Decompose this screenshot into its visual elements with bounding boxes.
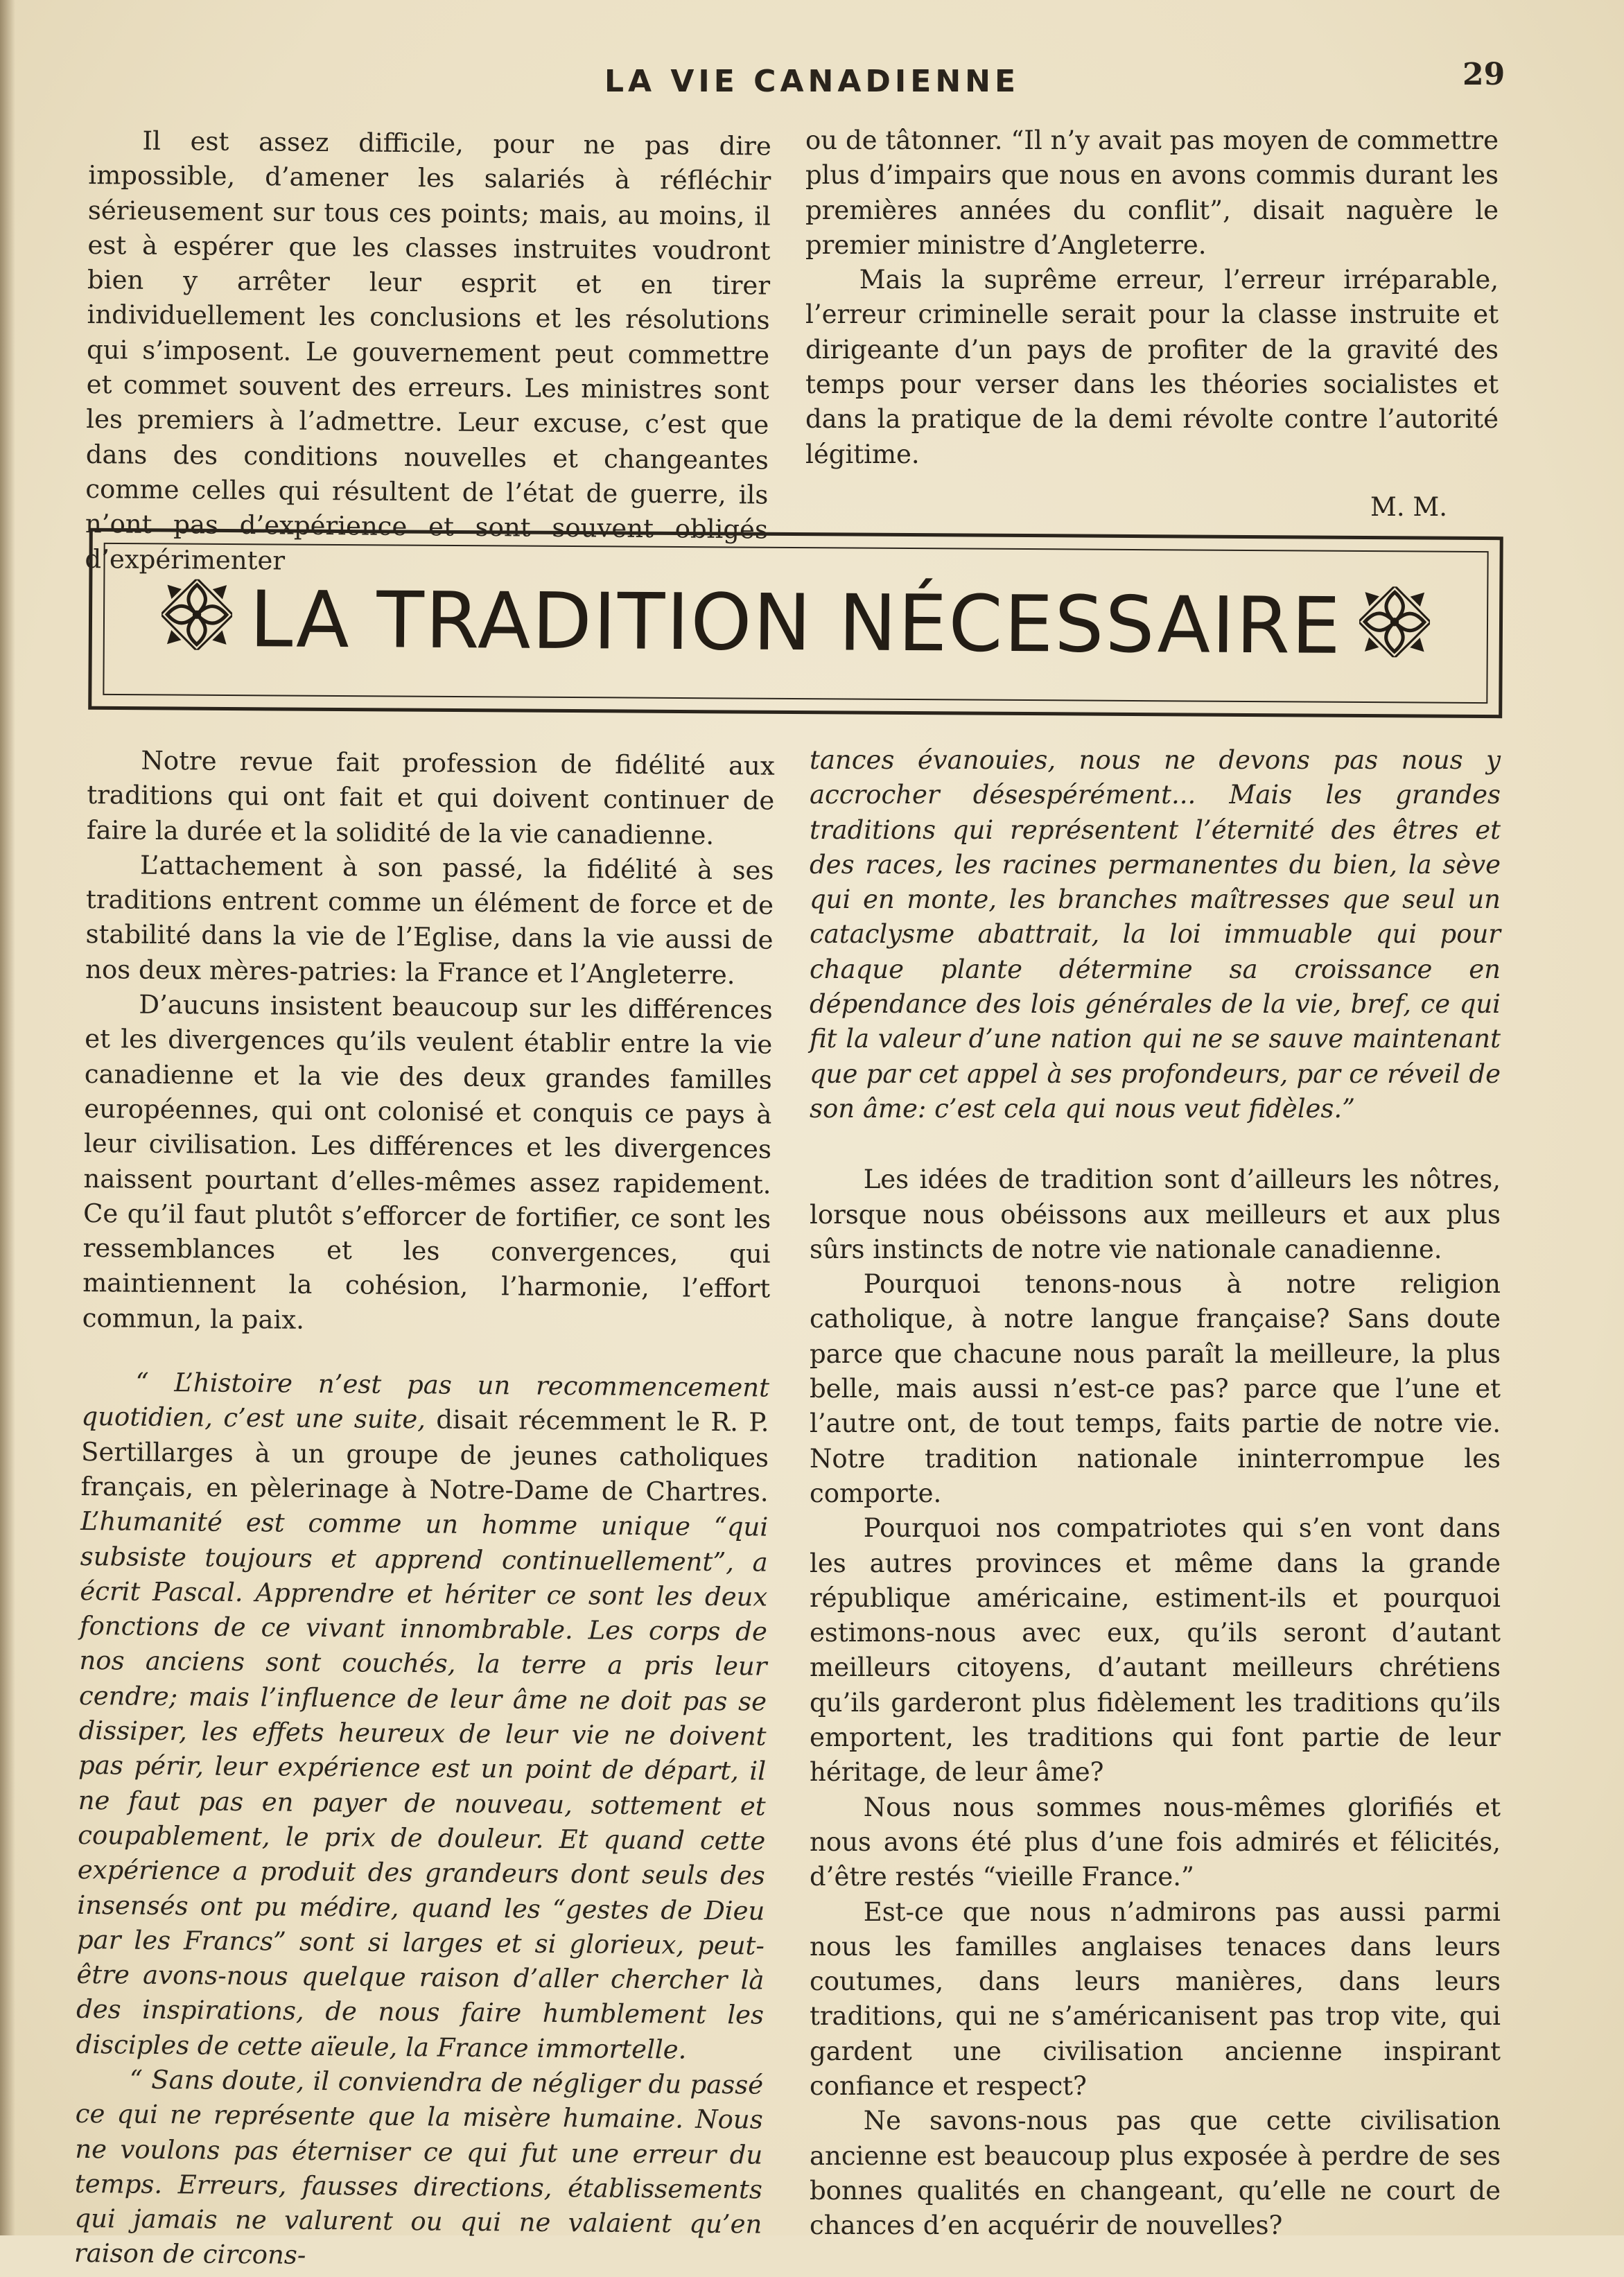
article-title-frame bbox=[88, 528, 1503, 718]
running-title: LA VIE CANADIENNE bbox=[604, 64, 1020, 99]
quote-continuation: tances évanouies, nous ne devons pas nous y accrocher désespérément... Mais les grandes traditions qui représentent l’éternité des êtres et des races, les racines permanentes du bien, la sève qui en monte, les branches maîtresses que seul un cataclysme abattrait, la loi immuable qui pour chaque plante détermine sa croissance en dépendance des lois générales de la vie, bref, ce qui fit la valeur d’une nation qui ne se sauve maintenant que par cet appel à ses profondeurs, par ce réveil de son âme: c’est cela qui nous veut fidèles.” bbox=[810, 745, 1501, 1124]
paragraph: Pourquoi nos compatriotes qui s’en vont dans les autres provinces et même dans la grande république américaine, estiment-ils et pourquoi estimons-nous avec eux, qu’ils seront d’autant meilleurs citoyens, d’autant meilleurs chrétiens qu’ils garderont plus fidèlement les traditions qu’ils emportent, les traditions qui font partie de leur héritage, de leur âme? bbox=[810, 1513, 1501, 1788]
paragraph: Est-ce que nous n’admirons pas aussi parmi nous les familles anglaises tenaces dans leurs coutumes, dans leurs manières, dans leurs traditions, qui ne s’américanisent pas trop vite, qui gardent une civilisation ancienne inspirant confiance et respect? bbox=[810, 1896, 1501, 2101]
previous-article-left-column bbox=[85, 123, 771, 582]
paragraph: Notre revue fait profession de fidélité aux traditions qui ont fait et qui doivent continuer de faire la durée et la solidité de la vie canadienne. bbox=[86, 745, 775, 850]
paragraph: ou de tâtonner. “Il n’y avait pas moyen de commettre plus d’impairs que nous en avons commis durant les premières années du conflit”, disait naguère le premier ministre d’Angleterre. bbox=[805, 125, 1499, 260]
paragraph: Les idées de tradition sont d’ailleurs les nôtres, lorsque nous obéissons aux meilleurs et aux plus sûrs instincts de notre vie nationale canadienne. bbox=[810, 1164, 1501, 1264]
quote-paragraph bbox=[76, 1365, 769, 2068]
author-signature: M. M. bbox=[1370, 491, 1447, 522]
paragraph: Mais la suprême erreur, l’erreur irréparable, l’erreur criminelle serait pour la classe instruite et dirigeante d’un pays de profiter de la gravité des temps pour verser dans les théories socialistes et dans la pratique de la demi révolte contre l’autorité légitime. bbox=[805, 265, 1499, 469]
paragraph: Nous nous sommes nous-mêmes glorifiés et nous avons été plus d’une fois admirés et félicités, d’être restés “vieille France.” bbox=[810, 1792, 1501, 1892]
previous-article-right-column bbox=[805, 123, 1499, 525]
paragraph: Pourquoi tenons-nous à notre religion catholique, à notre langue française? Sans doute parce que chacune nous paraît la meilleure, la plus belle, mais aussi n’est-ce pas? parce que l’une et l’autre ont, de tout temps, faits partie de notre vie. Notre tradition nationale ininterrompue les comporte. bbox=[810, 1269, 1501, 1508]
article-left-column bbox=[74, 743, 775, 2277]
page-number: 29 bbox=[1463, 57, 1505, 92]
article-title: LA TRADITION NÉCESSAIRE bbox=[249, 575, 1343, 672]
quote-opening: “ L’histoire n’est pas un recommencement quotidien, c’est une suite, bbox=[81, 1367, 770, 1435]
paragraph: L’attachement à son passé, la fidélité à ses traditions entrent comme un élément de force et de stabilité dans la vie de l’Eglise, dans la vie aussi de nos deux mères-patries: la France et l’Angleterre. bbox=[85, 850, 774, 990]
paragraph: D’aucuns insistent beaucoup sur les différences et les divergences qu’ils veulent établir entre la vie canadienne et la vie des deux grandes familles européennes, qui ont colonisé et conquis ce pays à leur civilisation. Les différences et les divergences naissent pourtant d’elles-mêmes assez rapidement. Ce qu’il faut plutôt s’efforcer de fortifier, ce sont les ressemblances et les convergences, qui maintiennent la cohésion, l’harmonie, l’effort commun, la paix. bbox=[82, 989, 773, 1335]
celtic-knot-ornament-icon bbox=[1359, 586, 1431, 658]
paragraph: Il est assez difficile, pour ne pas dire impossible, d’amener les salariés à réfléchir sérieusement sur tous ces points; mais, au moins, il est à espérer que les classes instruites voudront bien y arrêter leur esprit et en tirer individuellement les conclusions et les résolutions qui s’imposent. Le gouvernement peut commettre et commet souvent des erreurs. Les ministres sont les premiers à l’admettre. Leur excuse, c’est que dans des conditions nouvelles et changeantes comme celles qui résultent de l’état de guerre, ils n’ont pas d’expérience et sont souvent obligés d’expérimenter bbox=[85, 125, 771, 576]
article-right-column bbox=[810, 743, 1501, 2243]
spacer bbox=[810, 1126, 1501, 1162]
quote-paragraph: “ Sans doute, il conviendra de négliger du passé ce qui ne représente que la misère humaine. Nous ne voulons pas éterniser ce qui fut une erreur du temps. Erreurs, fausses directions, établissements qui jamais ne valurent ou qui ne valaient qu’en raison de circons- bbox=[73, 2064, 764, 2271]
quote-attribution: disait récemment le R. P. Sertillarges à un groupe de jeunes catholiques français, en pèlerinage à Notre-Dame de Chartres. bbox=[80, 1404, 769, 1508]
quote-body: L’humanité est comme un homme unique “qui subsiste toujours et apprend continuellement”, a écrit Pascal. Apprendre et hériter ce sont les deux fonctions de ce vivant innombrable. Les corps de nos anciens sont couchés, la terre a pris leur cendre; mais l’influence de leur âme ne doit pas se dissiper, les effets heureux de leur vie ne doivent pas périr, leur expérience est un point de départ, il ne faut pas en payer de nouveau, sottement et coupablement, le prix de douleur. Et quand cette expérience a produit des grandeurs dont seuls des insensés ont pu médire, quand les “gestes de Dieu par les Francs” sont si larges et si glorieux, peut-être avons-nous quelque raison d’aller chercher là des inspirations, de nous faire humblement les disciples de cette aïeule, la France immortelle. bbox=[76, 1506, 769, 2065]
paragraph: Ne savons-nous pas que cette civilisation ancienne est beaucoup plus exposée à perdre de ses bonnes qualités en changeant, qu’elle ne court de chances d’en acquérir de nouvelles? bbox=[810, 2106, 1501, 2241]
